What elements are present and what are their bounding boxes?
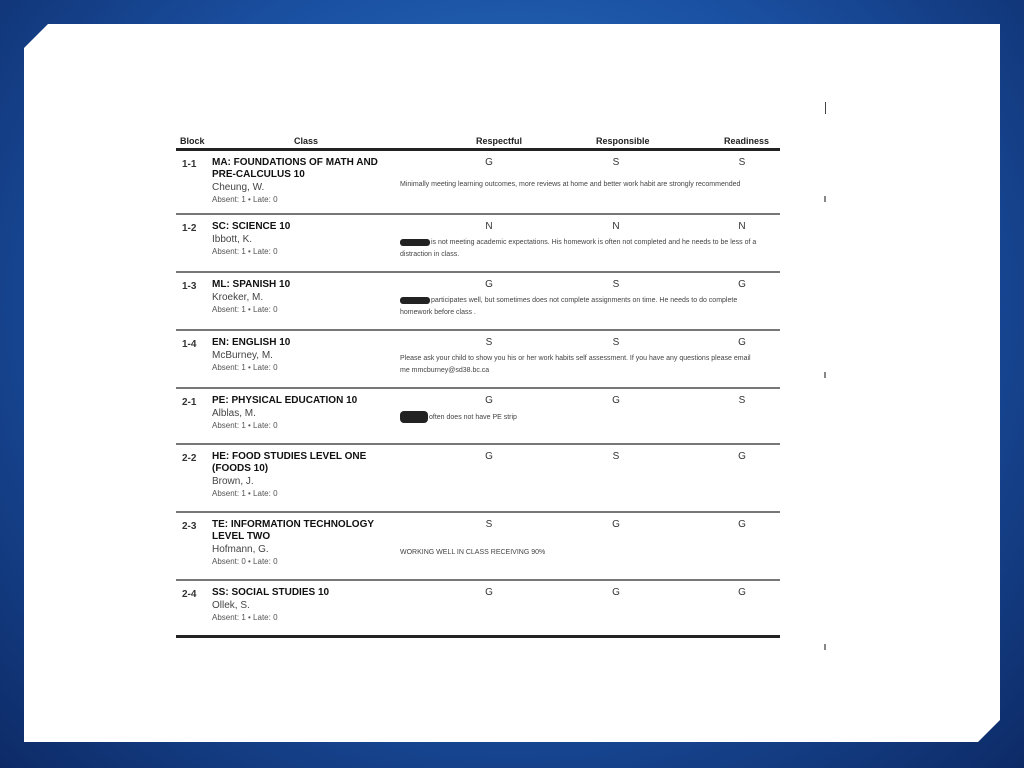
- row-class: [212, 221, 392, 258]
- grade-respectful: G: [485, 451, 493, 462]
- comment-line1: Please ask your child to show you his or her work habits self assessment. If you have any questions please email: [400, 355, 751, 362]
- grade-responsible: G: [612, 395, 620, 406]
- row-class: [212, 519, 392, 568]
- row-block: 2-3: [182, 521, 197, 532]
- comment-line1: Minimally meeting learning outcomes, more reviews at home and better work habit are strongly recommended: [400, 181, 741, 188]
- comment-line1: participates well, but sometimes does not complete assignments on time. He needs to do complete: [431, 297, 738, 304]
- teacher-comment: [400, 295, 776, 319]
- grade-respectful: G: [485, 279, 493, 290]
- grade-readiness: N: [738, 221, 746, 232]
- row-block: 1-2: [182, 223, 197, 234]
- class-name-line1: SS: SOCIAL STUDIES 10: [212, 587, 330, 598]
- attendance: Absent: 1 • Late: 0: [212, 421, 278, 430]
- table-row: [176, 273, 780, 331]
- class-name-line1: SC: SCIENCE 10: [212, 221, 291, 232]
- class-name-line1: TE: INFORMATION TECHNOLOGY: [212, 519, 375, 530]
- redaction-mark: [400, 297, 430, 304]
- table-row: [176, 151, 780, 215]
- table-row: [176, 389, 780, 445]
- grade-respectful: S: [485, 337, 493, 348]
- class-name-line2: (FOODS 10): [212, 463, 269, 474]
- attendance: Absent: 1 • Late: 0: [212, 489, 278, 498]
- grade-responsible: N: [612, 221, 620, 232]
- table-row: [176, 581, 780, 638]
- scan-edge-mark: [825, 102, 826, 114]
- grade-responsible: S: [612, 157, 620, 168]
- class-name-line2: LEVEL TWO: [212, 531, 271, 542]
- row-block: 1-3: [182, 281, 197, 292]
- row-block: 1-4: [182, 339, 197, 350]
- attendance: Absent: 1 • Late: 0: [212, 363, 278, 372]
- table-row: [176, 215, 780, 273]
- redaction-mark: [400, 411, 428, 423]
- comment-line2: homework before class .: [400, 309, 476, 316]
- class-name-line1: PE: PHYSICAL EDUCATION 10: [212, 395, 358, 406]
- grade-respectful: S: [485, 519, 493, 530]
- class-name-line1: MA: FOUNDATIONS OF MATH AND: [212, 157, 378, 168]
- comment-line2: me mmcburney@sd38.bc.ca: [400, 367, 490, 374]
- comment-line1: WORKING WELL IN CLASS RECEIVING 90%: [400, 549, 546, 556]
- row-class: [212, 451, 392, 500]
- table-header: [176, 128, 780, 151]
- row-block: 2-4: [182, 589, 197, 600]
- header-readiness: Readiness: [724, 136, 770, 146]
- row-class: [212, 279, 392, 316]
- teacher-comment: [400, 353, 776, 377]
- grade-responsible: S: [612, 279, 620, 290]
- row-block: 2-2: [182, 453, 197, 464]
- grade-respectful: G: [485, 587, 493, 598]
- grade-readiness: G: [738, 587, 746, 598]
- table-row: [176, 331, 780, 389]
- class-name-line1: ML: SPANISH 10: [212, 279, 291, 290]
- grade-readiness: G: [738, 519, 746, 530]
- teacher-name: Kroeker, M.: [212, 292, 264, 303]
- row-class: [212, 157, 392, 206]
- teacher-name: McBurney, M.: [212, 350, 273, 361]
- attendance: Absent: 1 • Late: 0: [212, 613, 278, 622]
- scan-edge-mark: [824, 196, 826, 202]
- attendance: Absent: 1 • Late: 0: [212, 195, 278, 204]
- teacher-name: Brown, J.: [212, 476, 254, 487]
- grade-respectful: G: [485, 157, 493, 168]
- header-respectful: Respectful: [476, 136, 523, 146]
- attendance: Absent: 0 • Late: 0: [212, 557, 278, 566]
- scan-edge-mark: [824, 372, 826, 378]
- row-class: [212, 337, 392, 374]
- row-class: [212, 395, 392, 432]
- header-responsible: Responsible: [596, 136, 650, 146]
- grade-readiness: G: [738, 337, 746, 348]
- teacher-name: Alblas, M.: [212, 408, 256, 419]
- grade-readiness: S: [738, 157, 746, 168]
- teacher-name: Cheung, W.: [212, 182, 265, 193]
- grade-readiness: G: [738, 279, 746, 290]
- header-class: Class: [294, 136, 319, 146]
- comment-line2: distraction in class.: [400, 251, 460, 258]
- comment-line1: is not meeting academic expectations. His homework is often not completed and he needs to be less of a: [431, 239, 757, 246]
- teacher-name: Ibbott, K.: [212, 234, 253, 245]
- report-card-scan: [176, 128, 780, 638]
- header-block: Block: [180, 136, 205, 146]
- teacher-name: Hofmann, G.: [212, 544, 269, 555]
- grade-readiness: G: [738, 451, 746, 462]
- grade-responsible: S: [612, 337, 620, 348]
- grade-readiness: S: [738, 395, 746, 406]
- comment-line1: often does not have PE strip: [429, 413, 517, 421]
- teacher-comment: [400, 179, 776, 191]
- teacher-comment: [400, 237, 776, 261]
- teacher-name: Ollek, S.: [212, 600, 250, 611]
- class-name-line1: HE: FOOD STUDIES LEVEL ONE: [212, 451, 367, 462]
- row-block: 1-1: [182, 159, 197, 170]
- grade-responsible: G: [612, 519, 620, 530]
- class-name-line2: PRE-CALCULUS 10: [212, 169, 305, 180]
- row-block: 2-1: [182, 397, 197, 408]
- grade-respectful: G: [485, 395, 493, 406]
- teacher-comment: [400, 547, 776, 559]
- table-row: [176, 445, 780, 513]
- grade-responsible: G: [612, 587, 620, 598]
- grade-responsible: S: [612, 451, 620, 462]
- grade-respectful: N: [485, 221, 493, 232]
- attendance: Absent: 1 • Late: 0: [212, 247, 278, 256]
- teacher-comment: [400, 411, 776, 424]
- attendance: Absent: 1 • Late: 0: [212, 305, 278, 314]
- table-row: [176, 513, 780, 581]
- redaction-mark: [400, 239, 430, 246]
- row-class: [212, 587, 392, 624]
- class-name-line1: EN: ENGLISH 10: [212, 337, 291, 348]
- scan-edge-mark: [824, 644, 826, 650]
